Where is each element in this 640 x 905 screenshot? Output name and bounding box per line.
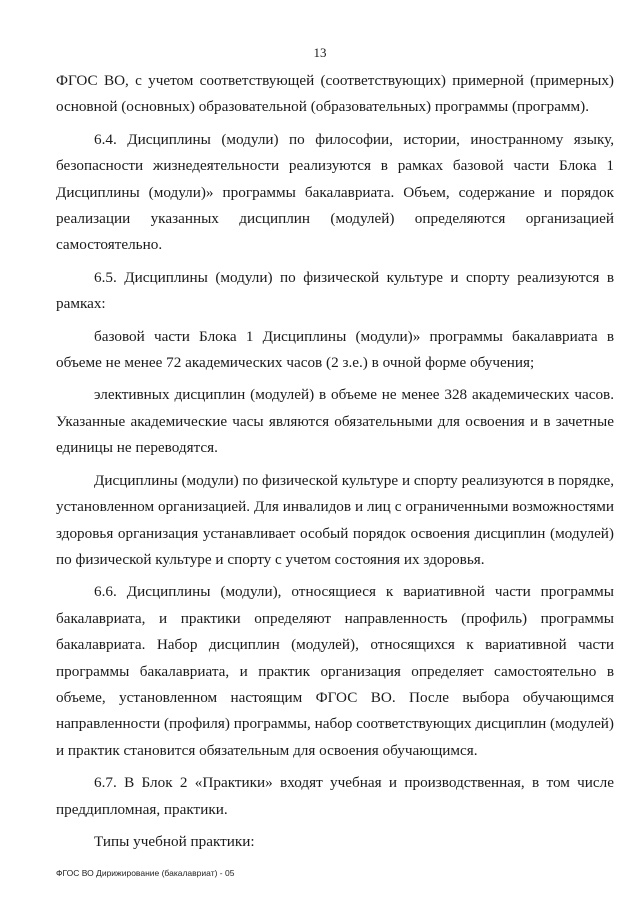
paragraph-practice-types: Типы учебной практики: bbox=[94, 832, 255, 850]
paragraph-6-7: 6.7. В Блок 2 «Практики» входят учебная и производственная, в том числе преддипломная, практики. bbox=[56, 774, 614, 818]
document-body bbox=[56, 68, 614, 855]
paragraph-intro: ФГОС ВО, с учетом соответствующей (соответствующих) примерной (примерных) основной (основных) образовательной (образовательных) программы (программ). bbox=[56, 72, 614, 116]
paragraph-6-6: 6.6. Дисциплины (модули), относящиеся к вариативной части программы бакалавриата, и практики определяют направленность (профиль) программы бакалавриата. Набор дисциплин (модулей), относящихся к вариативной части программы бакалавриата, и практик организация определяет самостоятельно в объеме, установленном настоящим ФГОС ВО. После выбора обучающимся направленности (профиля) программы, набор соответствующих дисциплин (модулей) и практик становится обязательным для освоения обучающимся. bbox=[56, 583, 614, 759]
page-footer: ФГОС ВО Дирижирование (бакалавриат) - 05 bbox=[56, 868, 235, 878]
page-number: 13 bbox=[313, 45, 327, 60]
paragraph-basic-part: базовой части Блока 1 Дисциплины (модули)» программы бакалавриата в объеме не менее 72 академических часов (2 з.е.) в очной форме обучения; bbox=[56, 327, 614, 372]
paragraph-elective: элективных дисциплин (модулей) в объеме не менее 328 академических часов. Указанные академические часы являются обязательными для освоения и в зачетные единицы не переводятся. bbox=[56, 386, 614, 457]
paragraph-order: Дисциплины (модули) по физической культуре и спорту реализуются в порядке, установленном организацией. Для инвалидов и лиц с ограниченными возможностями здоровья организация устанавливает особый порядок освоения дисциплин (модулей) по физической культуре и спорту с учетом состояния их здоровья. bbox=[56, 471, 614, 568]
paragraph-6-4: 6.4. Дисциплины (модули) по философии, истории, иностранному языку, безопасности жизнедеятельности реализуются в рамках базовой части Блока 1 Дисциплины (модули)» программы бакалавриата. Объем, содержание и порядок реализации указанных дисциплин (модулей) определяются организацией самостоятельно. bbox=[56, 130, 614, 254]
paragraph-6-5: 6.5. Дисциплины (модули) по физической культуре и спорту реализуются в рамках: bbox=[56, 268, 614, 313]
